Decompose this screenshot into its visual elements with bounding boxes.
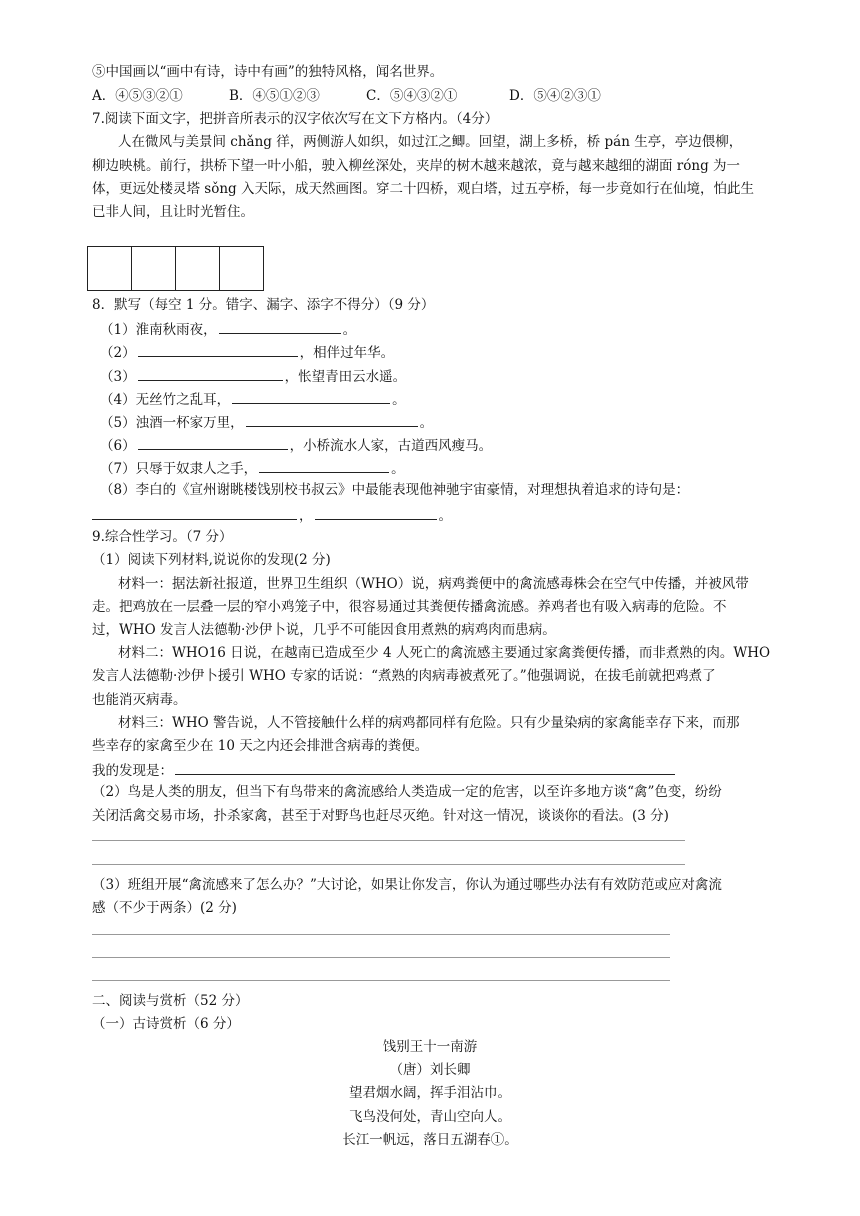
material-line: 些幸存的家禽至少在 10 天之内还会排泄含病毒的粪便。 [92, 738, 429, 754]
q6-item5: ⑤中国画以“画中有诗，诗中有画”的独特风格，闻名世界。 [92, 64, 444, 80]
fill-blank[interactable] [259, 456, 389, 473]
q9-sub1: （1）阅读下列材料,说说你的发现(2 分) [92, 552, 331, 568]
poem-author: （唐）刘长卿 [389, 1062, 471, 1078]
answer-box[interactable] [131, 246, 176, 291]
answer-box[interactable] [87, 246, 132, 291]
q9-prompt: 9.综合性学习。（7 分） [92, 529, 233, 545]
fill-blank[interactable] [138, 433, 288, 450]
section-title: 二、阅读与赏析（52 分） [92, 993, 249, 1009]
q6-option-c[interactable]: C．⑤④③②① [366, 88, 458, 104]
fill-blank[interactable] [246, 410, 418, 427]
material-line: 材料三：WHO 警告说，人不管接触什么样的病鸡都同样有危险。只有少量染病的家禽能幸存下来，而那 [118, 715, 740, 731]
q9-sub2-line: （2）鸟是人类的朋友，但当下有鸟带来的禽流感给人类造成一定的危害，以至许多地方谈“禽”色变，纷纷 [92, 784, 722, 800]
material-line: 走。把鸡放在一层叠一层的窄小鸡笼子中，很容易通过其粪便传播禽流感。养鸡者也有吸入病毒的危险。不 [92, 599, 727, 615]
poem-line: 长江一帆远，落日五湖春①。 [342, 1132, 518, 1148]
answer-box[interactable] [219, 246, 264, 291]
q8-item-8: （8）李白的《宣州谢眺楼饯别校书叔云》中最能表现他神驰宇宙豪情，对理想执着追求的诗句是： [100, 482, 690, 498]
q7-para-line: 已非人间，且让时光暂住。 [92, 204, 254, 220]
q6-option-a[interactable]: A．④⑤③②① [92, 88, 183, 104]
fill-blank[interactable] [92, 503, 297, 520]
fill-blank[interactable] [232, 387, 390, 404]
fill-blank[interactable] [138, 340, 298, 357]
q6-options [92, 85, 601, 108]
finding-blank[interactable] [175, 758, 675, 775]
answer-line[interactable] [92, 957, 670, 958]
q7-para-line: 柳边映桃。前行，拱桥下望一叶小船，驶入柳丝深处，夹岸的树木越来越浓，竟与越来越细的湖面 róng 为一 [92, 158, 740, 174]
q6-option-b[interactable]: B．④⑤①②③ [229, 88, 320, 104]
fill-blank[interactable] [219, 317, 341, 334]
poem-line: 飞鸟没何处，青山空向人。 [349, 1109, 511, 1125]
q6-option-d[interactable]: D．⑤④②③① [509, 88, 601, 104]
q7-para-line: 体，更远处楼灵塔 sǒng 入天际，成天然画图。穿二十四桥，观白塔，过五亭桥，每一步竟如行在仙境，怕此生 [92, 181, 754, 197]
q7-para-line: 人在微风与美景间 chǎng 徉，两侧游人如织，如过江之鲫。回望，湖上多桥，桥 pán 生亭，亭边偎柳， [118, 134, 743, 150]
material-line: 也能消灭病毒。 [92, 692, 187, 708]
q8-item-4: （4）无丝竹之乱耳， 。 [100, 387, 406, 412]
q8-item-2: （2） ，相伴过年华。 [100, 340, 394, 365]
q8-item-5: （5）浊酒一杯家万里， 。 [100, 410, 433, 435]
fill-blank[interactable] [315, 503, 437, 520]
q8-item-8-blanks: ， 。 [92, 503, 452, 528]
q7-prompt: 7.阅读下面文字，把拼音所表示的汉字依次写在文下方格内。（4分） [92, 111, 499, 127]
answer-box[interactable] [175, 246, 220, 291]
material-line: 发言人法德勒·沙伊卜援引 WHO 专家的话说：“煮熟的肉病毒被煮死了。”他强调说，在拔毛前就把鸡煮了 [92, 668, 716, 684]
fill-blank[interactable] [138, 364, 283, 381]
q9-sub3-line: （3）班组开展“禽流感来了怎么办？”大讨论，如果让你发言，你认为通过哪些办法有有效防范或应对禽流 [92, 877, 722, 893]
material-line: 过，WHO 发言人法德勒·沙伊卜说，几乎不可能因食用煮熟的病鸡肉而患病。 [92, 622, 556, 638]
q8-item-7: （7）只辱于奴隶人之手， 。 [100, 456, 405, 481]
answer-line[interactable] [92, 934, 670, 935]
q9-sub2-line: 关闭活禽交易市场，扑杀家禽，甚至于对野鸟也赶尽灭绝。针对这一情况，谈谈你的看法。(3 分) [92, 808, 669, 824]
material-line: 材料二：WHO16 日说，在越南已造成至少 4 人死亡的禽流感主要通过家禽粪便传播，而非煮熟的肉。WHO [118, 645, 771, 661]
q7-answer-boxes [87, 246, 263, 291]
answer-line[interactable] [92, 840, 685, 841]
q8-prompt: 8．默写（每空 1 分。错字、漏字、添字不得分）（9 分） [92, 297, 435, 313]
q9-sub3-line: 感（不少于两条）(2 分) [92, 900, 237, 916]
material-line: 材料一：据法新社报道，世界卫生组织（WHO）说，病鸡粪便中的禽流感毒株会在空气中传播，并被风带 [118, 576, 749, 592]
poem-line: 望君烟水阔，挥手泪沾巾。 [349, 1085, 511, 1101]
q8-item-6: （6） ，小桥流水人家，古道西风瘦马。 [100, 433, 492, 458]
finding-row: 我的发现是： [92, 758, 677, 783]
q8-item-3: （3） ，怅望青田云水遥。 [100, 364, 406, 389]
poem-title: 饯别王十一南游 [382, 1039, 478, 1055]
q8-item-1: （1）淮南秋雨夜， 。 [100, 317, 356, 342]
subsection-title: （一）古诗赏析（6 分） [92, 1016, 240, 1032]
answer-line[interactable] [92, 864, 685, 865]
answer-line[interactable] [92, 980, 670, 981]
